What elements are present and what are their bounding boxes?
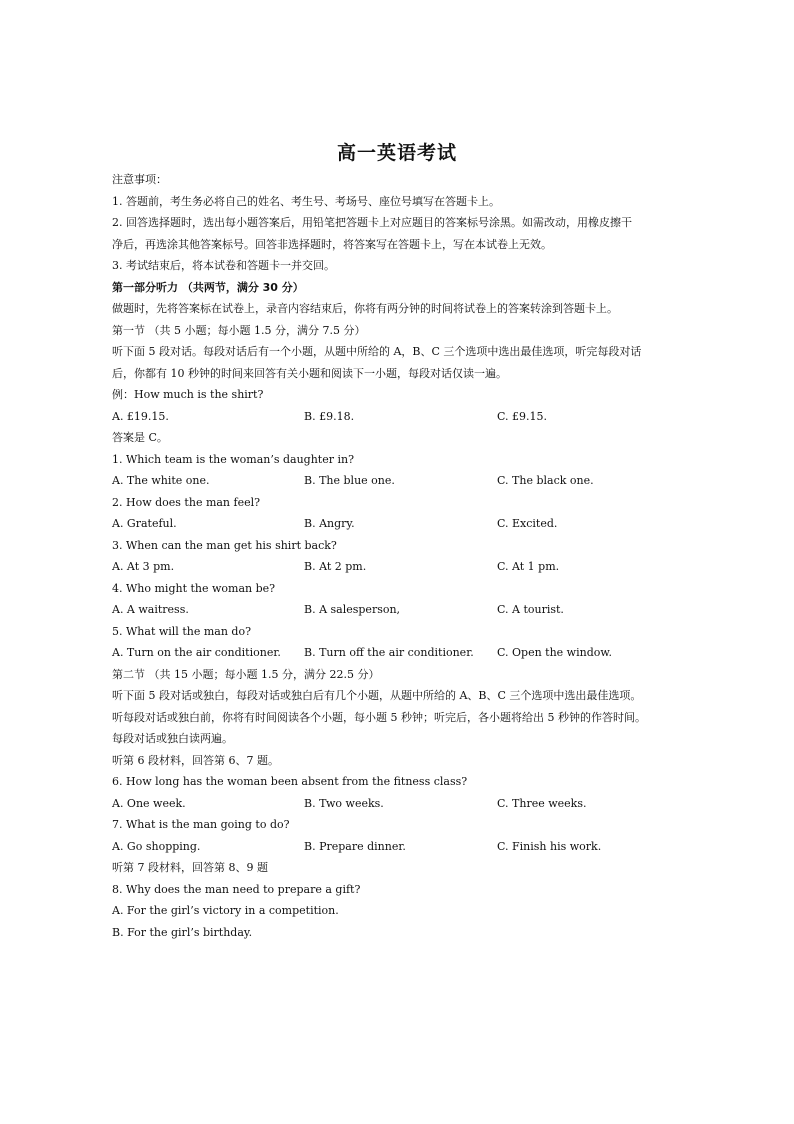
option-b: B. The blue one. (304, 474, 395, 487)
option-b: B. £9.18. (304, 409, 355, 423)
option-a: A. At 3 pm. (112, 560, 175, 573)
option-a: A. The white one. (112, 474, 210, 487)
question-3: 3. When can the man get his shirt back? (112, 538, 337, 552)
option-a: A. Go shopping. (112, 839, 201, 853)
question-4: 4. Who might the woman be? (112, 581, 276, 595)
question-4-options (112, 599, 687, 621)
section1-instructions: 听下面 5 段对话。每段对话后有一个小题，从题中所给的 A，B、C 三个选项中选出最佳选项，听完每段对话 (112, 345, 642, 358)
question-7: 7. What is the man going to do? (112, 818, 290, 831)
question-2-options (112, 513, 687, 535)
example-options (112, 406, 687, 428)
section1-heading: 第一节 （共 5 小题；每小题 1.5 分，满分 7.5 分） (112, 323, 366, 337)
example-answer: 答案是 C。 (112, 431, 168, 444)
option-a: A. Turn on the air conditioner. (112, 646, 281, 659)
option-c: C. Open the window. (497, 646, 612, 659)
option-b: B. Angry. (304, 517, 355, 530)
exam-content (112, 169, 687, 943)
question-6-options (112, 793, 687, 815)
section2-heading: 第二节 （共 15 小题；每小题 1.5 分，满分 22.5 分） (112, 667, 380, 681)
note-item: 2. 回答选择题时，选出每小题答案后，用铅笔把答题卡上对应题目的答案标号涂黑。如需改动，用橡皮擦干 (112, 216, 632, 229)
note-item: 3. 考试结束后，将本试卷和答题卡一并交回。 (112, 259, 335, 272)
material-6-note: 听第 6 段材料，回答第 6、7 题。 (112, 753, 279, 767)
option-c: C. At 1 pm. (497, 560, 560, 573)
option-a: A. For the girl’s victory in a competition. (112, 904, 339, 917)
example-question: 例：How much is the shirt? (112, 388, 264, 401)
notes-heading: 注意事项： (112, 173, 167, 186)
section2-instructions: 听下面 5 段对话或独白，每段对话或独白后有几个小题，从题中所给的 A、B、C 三个选项中选出最佳选项。 (112, 689, 642, 702)
option-b: B. Two weeks. (304, 796, 384, 810)
question-1: 1. Which team is the woman’s daughter in? (112, 452, 354, 466)
option-b: B. For the girl’s birthday. (112, 925, 253, 939)
option-a: A. One week. (112, 796, 186, 810)
option-b: B. At 2 pm. (304, 560, 367, 573)
question-5-options (112, 642, 687, 664)
option-b: B. A salesperson, (304, 603, 401, 616)
section2-instructions: 每段对话或独白读两遍。 (112, 732, 233, 745)
option-b: B. Prepare dinner. (304, 839, 406, 853)
option-c: C. Excited. (497, 517, 558, 530)
question-1-options (112, 470, 687, 492)
question-2: 2. How does the man feel? (112, 495, 261, 509)
option-c: C. Finish his work. (497, 839, 602, 853)
option-c: C. £9.15. (497, 409, 548, 423)
part1-heading: 第一部分听力 （共两节，满分 30 分） (112, 280, 304, 294)
option-a: A. A waitress. (112, 603, 189, 616)
part1-intro: 做题时，先将答案标在试卷上，录音内容结束后，你将有两分钟的时间将试卷上的答案转涂到答题卡上。 (112, 302, 618, 315)
question-7-options (112, 836, 687, 858)
option-a: A. Grateful. (112, 517, 177, 530)
question-3-options (112, 556, 687, 578)
question-6: 6. How long has the woman been absent from the fitness class? (112, 775, 468, 788)
option-c: C. The black one. (497, 474, 594, 487)
option-c: C. A tourist. (497, 603, 564, 616)
note-item: 1. 答题前，考生务必将自己的姓名、考生号、考场号、座位号填写在答题卡上。 (112, 194, 500, 208)
option-a: A. £19.15. (112, 409, 169, 423)
option-c: C. Three weeks. (497, 796, 587, 810)
page-title: 高一英语考试 (336, 142, 457, 164)
question-8: 8. Why does the man need to prepare a gift? (112, 882, 361, 896)
question-5: 5. What will the man do? (112, 624, 251, 638)
material-7-note: 听第 7 段材料，回答第 8、9 题 (112, 861, 268, 874)
option-b: B. Turn off the air conditioner. (304, 646, 474, 659)
note-item: 净后，再选涂其他答案标号。回答非选择题时，将答案写在答题卡上，写在本试卷上无效。 (112, 237, 552, 251)
section2-instructions: 听每段对话或独白前，你将有时间阅读各个小题，每小题 5 秒钟；听完后，各小题将给出 5 秒钟的作答时间。 (112, 710, 646, 724)
section1-instructions: 后，你都有 10 秒钟的时间来回答有关小题和阅读下一小题，每段对话仅读一遍。 (112, 366, 507, 380)
